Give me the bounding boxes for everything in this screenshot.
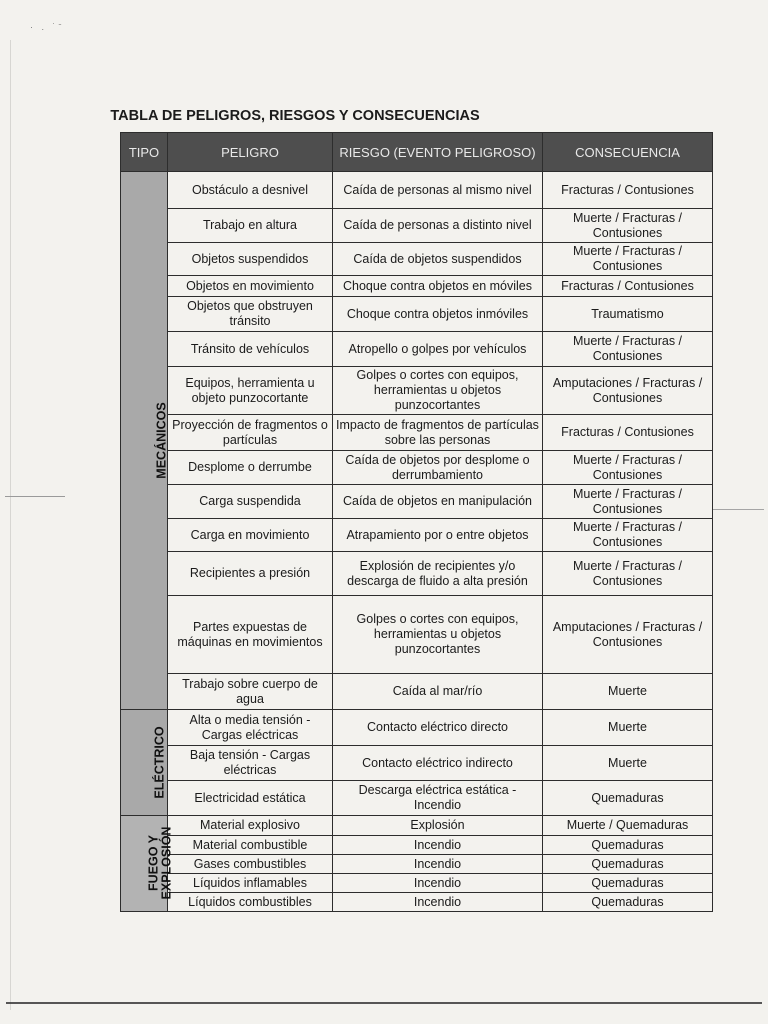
page-title: TABLA DE PELIGROS, RIESGOS Y CONSECUENCIAS (110, 108, 480, 124)
table-row (121, 276, 713, 297)
table-row (121, 855, 713, 874)
table-row (121, 367, 713, 415)
cell-riesgo: Contacto eléctrico directo (333, 710, 543, 746)
cell-peligro: Material combustible (168, 836, 333, 855)
table-row (121, 674, 713, 710)
cell-riesgo: Caída de objetos en manipulación (333, 485, 543, 519)
table-row (121, 836, 713, 855)
table-row (121, 415, 713, 451)
table-row (121, 893, 713, 912)
table-row (121, 519, 713, 552)
cell-peligro: Electricidad estática (168, 781, 333, 816)
cell-peligro: Carga suspendida (168, 485, 333, 519)
cell-consecuencia: Muerte / Fracturas / Contusiones (543, 209, 713, 243)
cell-riesgo: Atropello o golpes por vehículos (333, 332, 543, 367)
cell-peligro: Baja tensión - Cargas eléctricas (168, 746, 333, 781)
type-label-line1: FUEGO Y (146, 834, 161, 892)
cell-riesgo: Caída de objetos suspendidos (333, 243, 543, 276)
cell-riesgo: Caída al mar/río (333, 674, 543, 710)
type-cell-electrico (121, 710, 168, 816)
cell-peligro: Objetos en movimiento (168, 276, 333, 297)
cell-peligro: Tránsito de vehículos (168, 332, 333, 367)
cell-consecuencia: Amputaciones / Fracturas / Contusiones (543, 596, 713, 674)
cell-peligro: Partes expuestas de máquinas en movimientos (168, 596, 333, 674)
cell-peligro: Objetos suspendidos (168, 243, 333, 276)
cell-consecuencia: Muerte (543, 710, 713, 746)
cell-peligro: Líquidos combustibles (168, 893, 333, 912)
cell-consecuencia: Muerte (543, 674, 713, 710)
cell-consecuencia: Fracturas / Contusiones (543, 172, 713, 209)
cell-peligro: Trabajo en altura (168, 209, 333, 243)
header-tipo: TIPO (121, 133, 168, 172)
table-row (121, 710, 713, 746)
cell-peligro: Trabajo sobre cuerpo de agua (168, 674, 333, 710)
cell-consecuencia: Quemaduras (543, 893, 713, 912)
table-row (121, 297, 713, 332)
table-row (121, 451, 713, 485)
cell-consecuencia: Muerte / Fracturas / Contusiones (543, 243, 713, 276)
cell-consecuencia: Amputaciones / Fracturas / Contusiones (543, 367, 713, 415)
cell-riesgo: Golpes o cortes con equipos, herramientas u objetos punzocortantes (333, 367, 543, 415)
type-label: ELÉCTRICO (152, 726, 167, 799)
cell-riesgo: Explosión (333, 816, 543, 836)
cell-consecuencia: Muerte / Fracturas / Contusiones (543, 332, 713, 367)
scan-margin-line (10, 40, 11, 1010)
header-riesgo: RIESGO (EVENTO PELIGROSO) (333, 133, 543, 172)
table-row (121, 243, 713, 276)
cell-riesgo: Incendio (333, 874, 543, 893)
cell-consecuencia: Muerte / Fracturas / Contusiones (543, 485, 713, 519)
cell-riesgo: Impacto de fragmentos de partículas sobre las personas (333, 415, 543, 451)
cell-consecuencia: Quemaduras (543, 855, 713, 874)
cell-consecuencia: Muerte (543, 746, 713, 781)
type-label: MECÁNICOS (154, 402, 169, 479)
header-peligro: PELIGRO (168, 133, 333, 172)
scan-mark-left (5, 496, 65, 497)
table-row (121, 816, 713, 836)
cell-peligro: Líquidos inflamables (168, 874, 333, 893)
cell-riesgo: Contacto eléctrico indirecto (333, 746, 543, 781)
type-label-line2: EXPLOSIÓN (159, 826, 174, 900)
cell-peligro: Obstáculo a desnivel (168, 172, 333, 209)
cell-consecuencia: Muerte / Fracturas / Contusiones (543, 552, 713, 596)
cell-riesgo: Caída de personas al mismo nivel (333, 172, 543, 209)
cell-consecuencia: Fracturas / Contusiones (543, 276, 713, 297)
hazards-table (120, 132, 713, 912)
cell-peligro: Equipos, herramienta u objeto punzocortante (168, 367, 333, 415)
cell-riesgo: Choque contra objetos inmóviles (333, 297, 543, 332)
cell-peligro: Proyección de fragmentos o partículas (168, 415, 333, 451)
cell-riesgo: Caída de personas a distinto nivel (333, 209, 543, 243)
table-row (121, 781, 713, 816)
cell-consecuencia: Quemaduras (543, 781, 713, 816)
scan-speck: · . ˙ˉ (30, 22, 65, 32)
cell-consecuencia: Muerte / Fracturas / Contusiones (543, 451, 713, 485)
cell-peligro: Objetos que obstruyen tránsito (168, 297, 333, 332)
cell-peligro: Recipientes a presión (168, 552, 333, 596)
cell-riesgo: Explosión de recipientes y/o descarga de fluido a alta presión (333, 552, 543, 596)
type-cell-mecanicos (121, 172, 168, 710)
cell-riesgo: Atrapamiento por o entre objetos (333, 519, 543, 552)
cell-riesgo: Golpes o cortes con equipos, herramientas u objetos punzocortantes (333, 596, 543, 674)
cell-peligro: Desplome o derrumbe (168, 451, 333, 485)
cell-peligro: Alta o media tensión - Cargas eléctricas (168, 710, 333, 746)
table-row (121, 209, 713, 243)
cell-riesgo: Choque contra objetos en móviles (333, 276, 543, 297)
table-header-row (121, 133, 713, 172)
type-label (147, 827, 173, 900)
cell-riesgo: Caída de objetos por desplome o derrumbamiento (333, 451, 543, 485)
cell-peligro: Gases combustibles (168, 855, 333, 874)
cell-consecuencia: Muerte / Quemaduras (543, 816, 713, 836)
table-row (121, 874, 713, 893)
cell-peligro: Material explosivo (168, 816, 333, 836)
table-row (121, 746, 713, 781)
table-row (121, 172, 713, 209)
scan-bottom-line (6, 1002, 762, 1004)
cell-riesgo: Incendio (333, 836, 543, 855)
cell-riesgo: Incendio (333, 893, 543, 912)
cell-consecuencia: Quemaduras (543, 874, 713, 893)
header-consecuencia: CONSECUENCIA (543, 133, 713, 172)
table-row (121, 552, 713, 596)
cell-riesgo: Descarga eléctrica estática - Incendio (333, 781, 543, 816)
scan-mark-right (712, 509, 764, 510)
cell-consecuencia: Muerte / Fracturas / Contusiones (543, 519, 713, 552)
table-row (121, 596, 713, 674)
cell-consecuencia: Fracturas / Contusiones (543, 415, 713, 451)
table-row (121, 332, 713, 367)
cell-consecuencia: Quemaduras (543, 836, 713, 855)
cell-peligro: Carga en movimiento (168, 519, 333, 552)
cell-riesgo: Incendio (333, 855, 543, 874)
cell-consecuencia: Traumatismo (543, 297, 713, 332)
type-cell-fuego-explosion (121, 816, 174, 912)
table-row (121, 485, 713, 519)
